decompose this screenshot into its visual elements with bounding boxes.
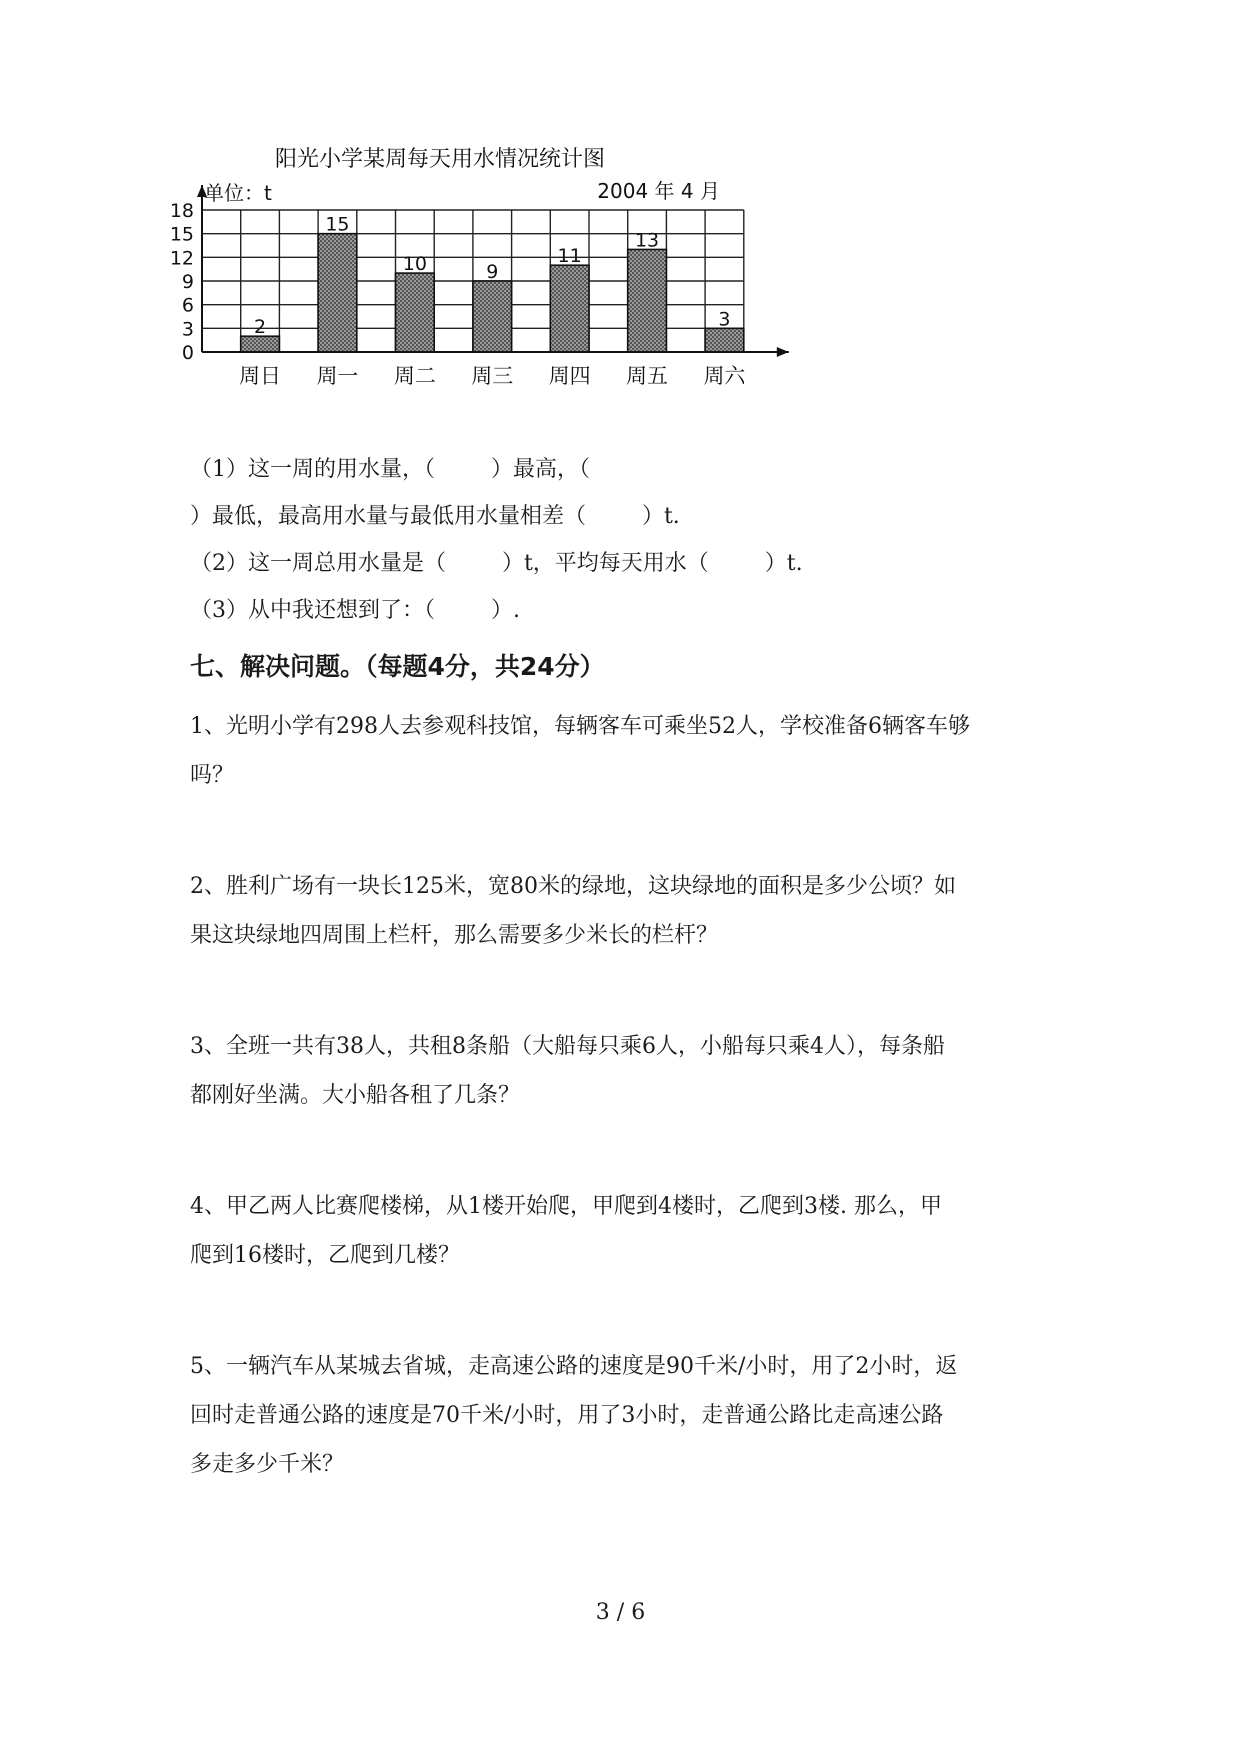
x-category-label: 周四 bbox=[548, 364, 591, 388]
y-tick-label: 15 bbox=[169, 223, 194, 246]
page-number: 3 / 6 bbox=[595, 1600, 646, 1625]
y-tick-label: 18 bbox=[169, 200, 194, 222]
y-tick-label: 12 bbox=[169, 247, 194, 270]
x-category-label: 周六 bbox=[703, 364, 746, 388]
problem-3-line-1: 3、全班一共有38人，共租8条船（大船每只乘6人，小船每只乘4人），每条船 bbox=[190, 1034, 945, 1059]
bar-data-label: 3 bbox=[718, 308, 731, 331]
x-axis-arrow bbox=[777, 347, 789, 357]
bar bbox=[473, 281, 512, 352]
question-3: （3）从中我还想到了：（ ）. bbox=[190, 598, 520, 623]
problem-5-line-1: 5、一辆汽车从某城去省城，走高速公路的速度是90千米/小时，用了2小时，返 bbox=[190, 1354, 958, 1379]
y-tick-label: 9 bbox=[181, 271, 194, 293]
bar bbox=[318, 234, 357, 352]
bar bbox=[396, 273, 435, 352]
problem-1-line-2: 吗？ bbox=[190, 763, 235, 788]
bar bbox=[705, 328, 744, 352]
x-category-label: 周二 bbox=[393, 364, 436, 388]
question-1-line-1: （1）这一周的用水量，（ ）最高，（ bbox=[190, 457, 590, 482]
problem-3-line-2: 都刚好坐满。大小船各租了几条？ bbox=[190, 1083, 521, 1108]
bar-data-label: 11 bbox=[557, 245, 582, 268]
x-category-label: 周一 bbox=[316, 364, 359, 388]
y-tick-label: 6 bbox=[181, 294, 194, 317]
x-category-label: 周五 bbox=[626, 364, 669, 388]
bar-data-label: 15 bbox=[325, 213, 350, 236]
x-category-label: 周日 bbox=[239, 364, 282, 388]
bar-data-label: 2 bbox=[254, 316, 267, 339]
chart-bars bbox=[241, 234, 744, 352]
problem-1-line-1: 1、光明小学有298人去参观科技馆，每辆客车可乘坐52人，学校准备6辆客车够 bbox=[190, 714, 970, 739]
x-category-label: 周三 bbox=[471, 364, 514, 388]
bar bbox=[550, 265, 589, 352]
bar-data-label: 9 bbox=[486, 261, 499, 283]
chart-title: 阳光小学某周每天用水情况统计图 bbox=[274, 147, 606, 172]
problem-4-line-2: 爬到16楼时，乙爬到几楼？ bbox=[190, 1243, 460, 1268]
problem-5-line-3: 多走多少千米？ bbox=[190, 1452, 345, 1477]
bar bbox=[628, 249, 667, 352]
bar-data-label: 13 bbox=[634, 229, 660, 252]
y-tick-label: 0 bbox=[181, 342, 194, 364]
problem-2-line-1: 2、胜利广场有一块长125米，宽80米的绿地，这块绿地的面积是多少公顷？如 bbox=[190, 874, 956, 899]
problem-2-line-2: 果这块绿地四周围上栏杆，那么需要多少米长的栏杆？ bbox=[190, 923, 719, 948]
problem-4-line-1: 4、甲乙两人比赛爬楼梯，从1楼开始爬，甲爬到4楼时，乙爬到3楼. 那么，甲 bbox=[190, 1194, 942, 1219]
section-7-heading: 七、解决问题。（每题4分，共24分） bbox=[190, 652, 605, 681]
y-tick-label: 3 bbox=[181, 318, 194, 341]
problem-5-line-2: 回时走普通公路的速度是70千米/小时，用了3小时，走普通公路比走高速公路 bbox=[190, 1403, 944, 1428]
question-2: （2）这一周总用水量是（ ）t，平均每天用水（ ）t. bbox=[190, 551, 803, 576]
chart-date-label: 2004 年 4 月 bbox=[597, 179, 720, 203]
question-1-line-2: ）最低，最高用水量与最低用水量相差（ ）t. bbox=[190, 504, 680, 529]
water-usage-bar-chart bbox=[160, 140, 880, 440]
bar bbox=[241, 336, 280, 352]
bar-data-label: 10 bbox=[402, 253, 427, 276]
chart-unit-label: 单位：t bbox=[204, 181, 272, 205]
